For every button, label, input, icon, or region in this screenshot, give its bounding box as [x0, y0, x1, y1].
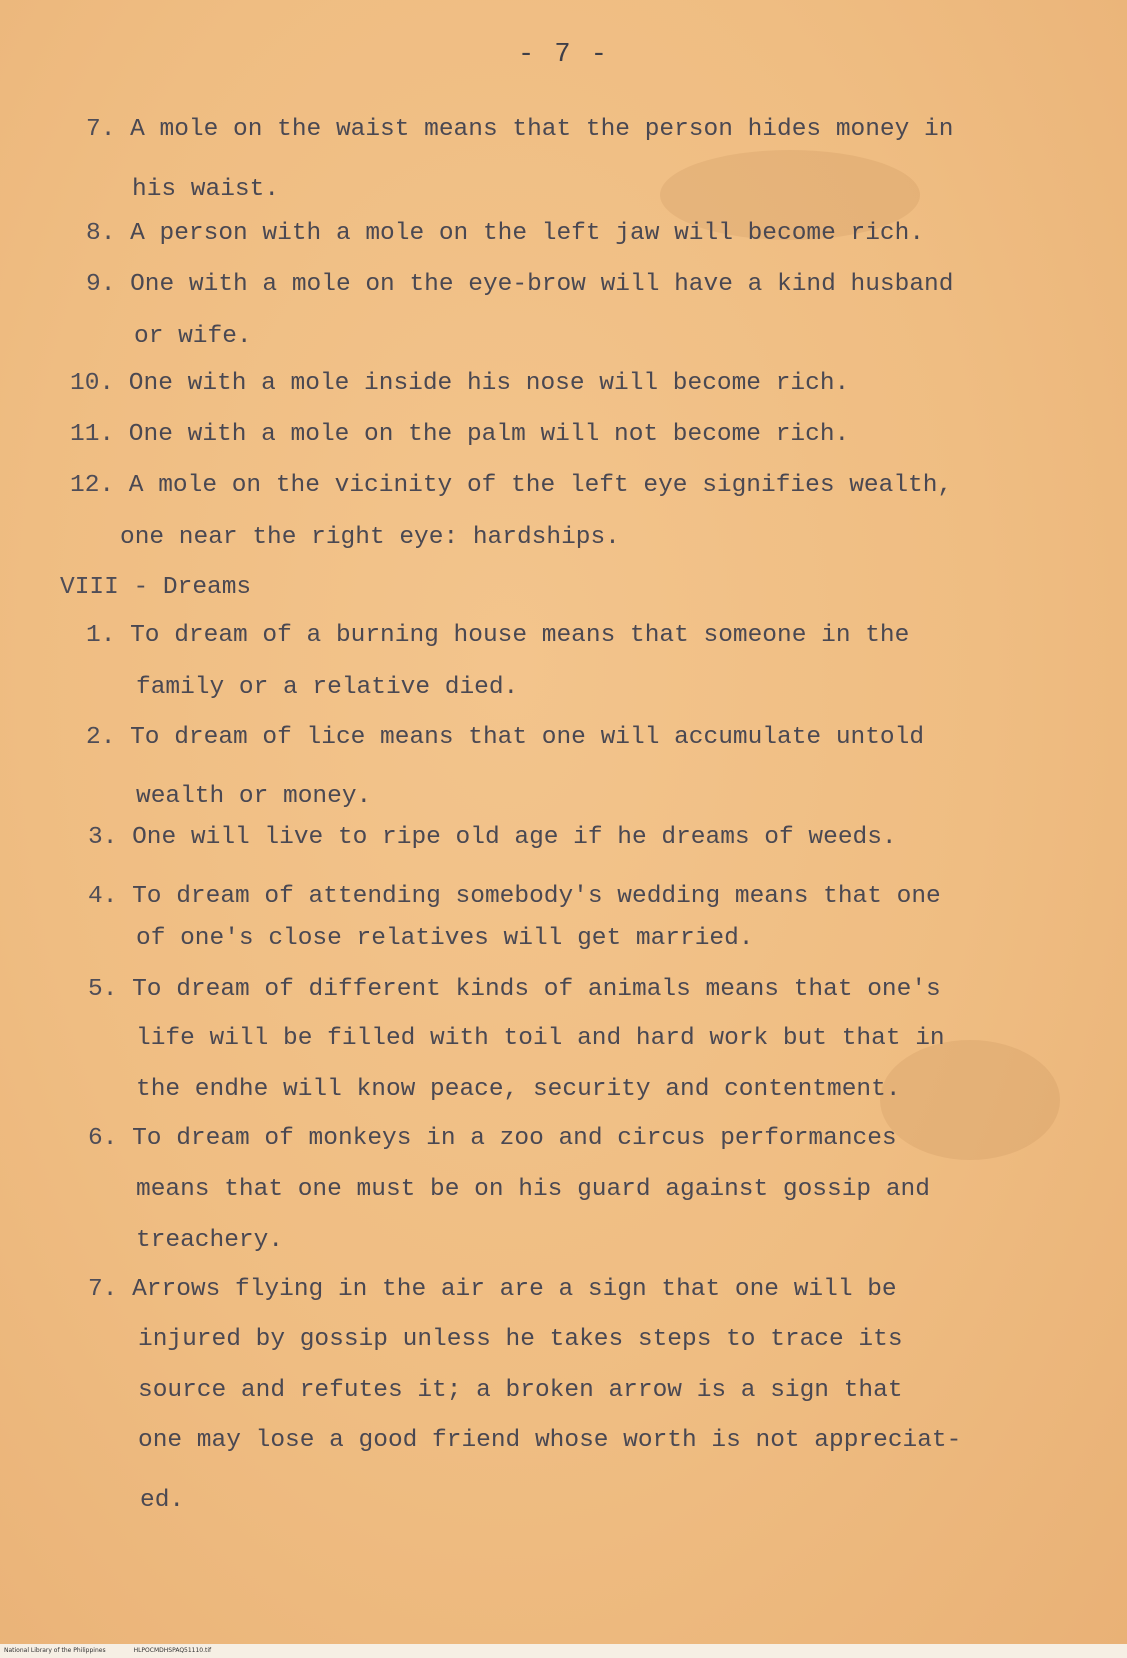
text-line: 8. A person with a mole on the left jaw will become rich. — [86, 220, 925, 247]
text-line: 11. One with a mole on the palm will not become rich. — [70, 421, 850, 448]
text-line: life will be filled with toil and hard work but that in — [136, 1025, 945, 1052]
scan-footer — [0, 1644, 1127, 1658]
text-line: 4. To dream of attending somebody's wedding means that one — [88, 883, 941, 910]
page-number: - 7 - — [517, 40, 609, 70]
text-line: 7. A mole on the waist means that the person hides money in — [86, 116, 954, 143]
text-line: 2. To dream of lice means that one will accumulate untold — [86, 724, 925, 751]
text-line: 1. To dream of a burning house means that someone in the — [86, 622, 910, 649]
text-line: wealth or money. — [136, 783, 372, 810]
text-line: family or a relative died. — [136, 674, 519, 701]
text-line: his waist. — [132, 176, 280, 203]
text-line: 7. Arrows flying in the air are a sign that one will be — [88, 1276, 897, 1303]
text-line: injured by gossip unless he takes steps to trace its — [138, 1326, 903, 1353]
text-line: 6. To dream of monkeys in a zoo and circus performances — [88, 1125, 897, 1152]
text-line: 12. A mole on the vicinity of the left eye signifies wealth, — [70, 472, 953, 499]
text-line: one near the right eye: hardships. — [120, 524, 620, 551]
text-line: source and refutes it; a broken arrow is a sign that — [138, 1377, 903, 1404]
text-line: means that one must be on his guard against gossip and — [136, 1176, 930, 1203]
file-id: HLPOCMDHSPAQ51110.tif — [133, 1647, 212, 1654]
text-line: of one's close relatives will get married. — [136, 925, 754, 952]
text-line: the endhe will know peace, security and contentment. — [136, 1076, 901, 1103]
text-line: 3. One will live to ripe old age if he dreams of weeds. — [88, 824, 897, 851]
text-line: treachery. — [136, 1227, 284, 1254]
paper-stain — [880, 1040, 1060, 1160]
text-line: or wife. — [134, 323, 252, 350]
library-credit: National Library of the Philippines — [4, 1647, 106, 1654]
text-line: ed. — [140, 1487, 185, 1514]
text-line: 10. One with a mole inside his nose will become rich. — [70, 370, 850, 397]
section-heading: VIII - Dreams — [60, 574, 252, 601]
text-line: one may lose a good friend whose worth is not appreciat- — [138, 1427, 962, 1454]
text-line: 9. One with a mole on the eye-brow will have a kind husband — [86, 271, 954, 298]
text-line: 5. To dream of different kinds of animals means that one's — [88, 976, 941, 1003]
